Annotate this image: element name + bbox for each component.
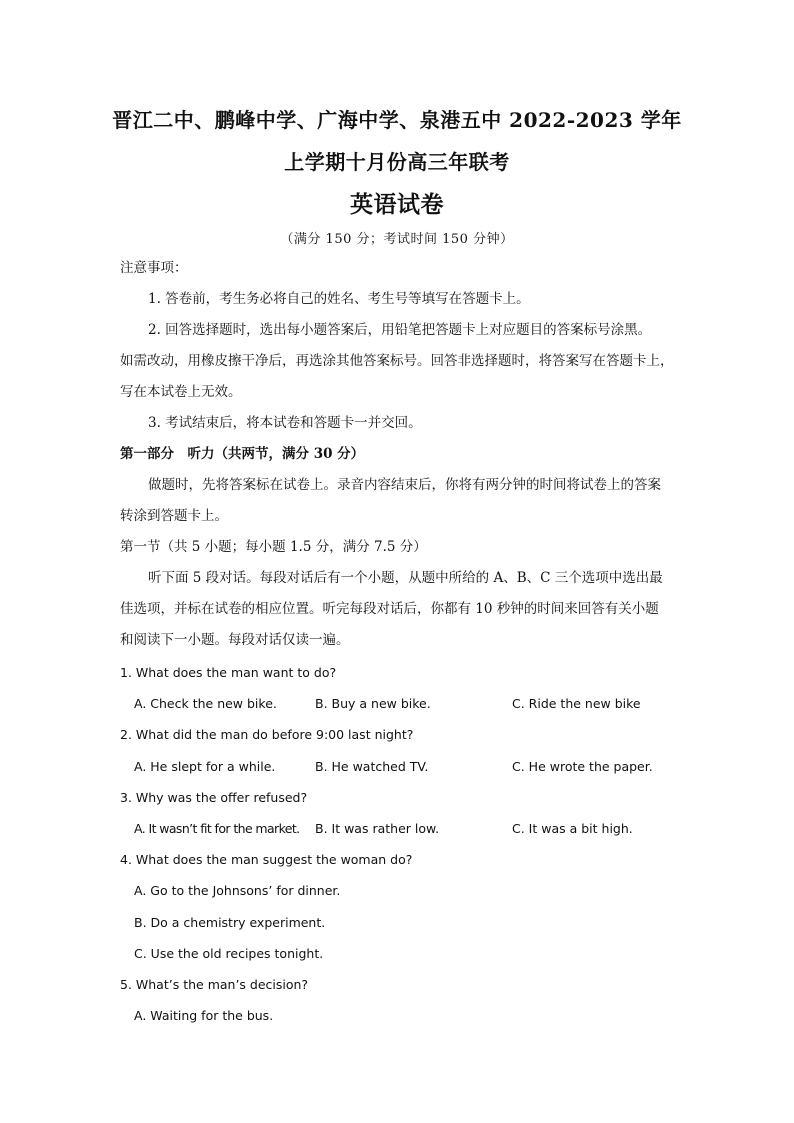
score-time-note: （满分 150 分；考试时间 150 分钟） (280, 232, 514, 247)
q2-option-c: C. He wrote the paper. (512, 759, 653, 774)
q4-option-b: B. Do a chemistry experiment. (134, 915, 326, 930)
q1-option-a: A. Check the new bike. (134, 696, 277, 711)
q4-option-c: C. Use the old recipes tonight. (134, 946, 324, 961)
notes-item1: 1. 答卷前，考生务必将自己的姓名、考生号等填写在答题卡上。 (148, 291, 530, 307)
question-2: 2. What did the man do before 9:00 last night? (120, 727, 414, 742)
q3-option-b: B. It was rather low. (315, 821, 440, 836)
question-1: 1. What does the man want to do? (120, 665, 337, 680)
part1-heading: 第一部分 听力（共两节，满分 30 分） (120, 446, 365, 462)
q2-option-a: A. He slept for a while. (134, 759, 276, 774)
question-4: 4. What does the man suggest the woman do? (120, 852, 413, 867)
part1-instruction-line2: 转涂到答题卡上。 (120, 508, 228, 524)
part1-instruction-line1: 做题时，先将答案标在试卷上。录音内容结束后，你将有两分钟的时间将试卷上的答案 (148, 477, 661, 493)
q4-option-a: A. Go to the Johnsons’ for dinner. (134, 883, 341, 898)
notes-item3: 3. 考试结束后，将本试卷和答题卡一并交回。 (148, 415, 422, 431)
q5-option-a: A. Waiting for the bus. (134, 1008, 274, 1023)
section1-heading: 第一节（共 5 小题；每小题 1.5 分，满分 7.5 分） (120, 539, 427, 555)
section1-line3: 和阅读下一小题。每段对话仅读一遍。 (120, 632, 350, 648)
q1-option-b: B. Buy a new bike. (315, 696, 431, 711)
exam-title-line2: 上学期十月份高三年联考 (284, 150, 510, 174)
exam-title-line1: 晋江二中、鹏峰中学、广海中学、泉港五中 2022-2023 学年 (112, 108, 682, 132)
q3-option-a: A. It wasn’t fit for the market. (134, 821, 300, 836)
section1-line1: 听下面 5 段对话。每段对话后有一个小题，从题中所给的 A、B、C 三个选项中选出最 (148, 570, 663, 586)
question-5: 5. What’s the man’s decision? (120, 977, 309, 992)
notes-item2-line1: 2. 回答选择题时，选出每小题答案后，用铅笔把答题卡上对应题目的答案标号涂黑。 (148, 322, 652, 338)
exam-subject: 英语试卷 (350, 191, 444, 218)
notes-item2-line3: 写在本试卷上无效。 (120, 384, 242, 400)
q3-option-c: C. It was a bit high. (512, 821, 633, 836)
q1-option-c: C. Ride the new bike (512, 696, 641, 711)
q2-option-b: B. He watched TV. (315, 759, 429, 774)
section1-line2: 佳选项，并标在试卷的相应位置。听完每段对话后，你都有 10 秒钟的时间来回答有关小题 (120, 601, 659, 617)
question-3: 3. Why was the offer refused? (120, 790, 308, 805)
notes-heading: 注意事项： (120, 260, 188, 276)
notes-item2-line2: 如需改动，用橡皮擦干净后，再选涂其他答案标号。回答非选择题时，将答案写在答题卡上， (120, 353, 674, 369)
